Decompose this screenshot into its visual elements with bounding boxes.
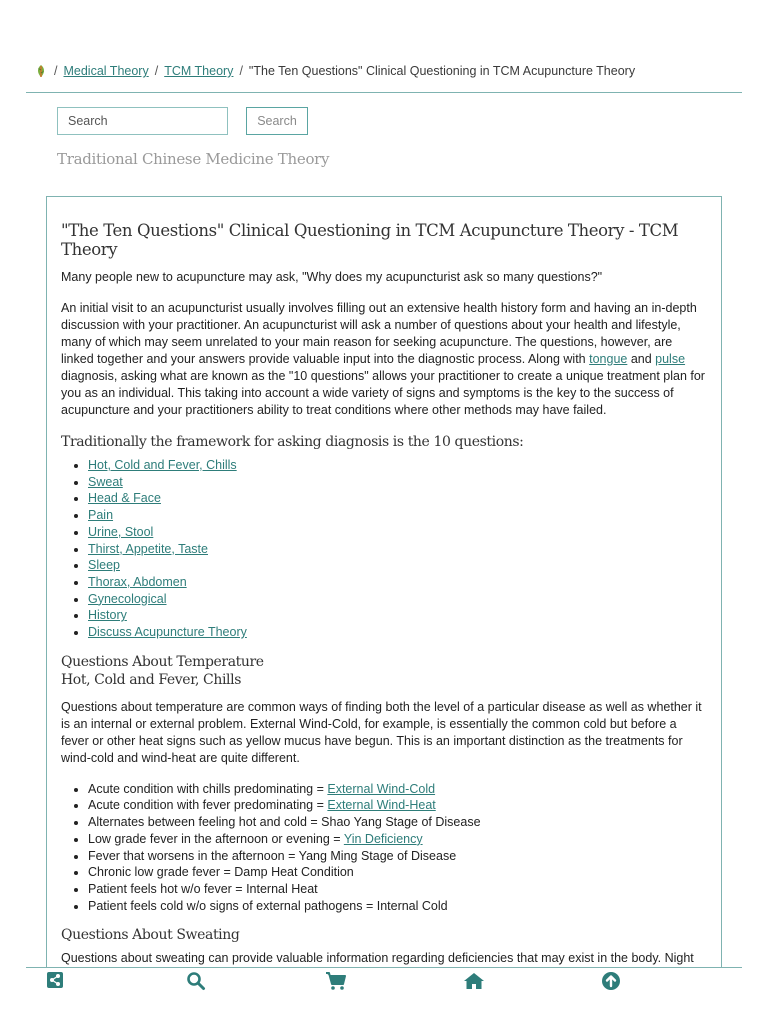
section-title: Traditional Chinese Medicine Theory [57, 150, 330, 168]
sweating-heading: Questions About Sweating [61, 927, 240, 944]
list-item [88, 457, 707, 474]
list-item: • Alternates between feeling hot and cold = Shao Yang Stage of Disease [88, 814, 707, 831]
arrow-up-icon[interactable] [601, 971, 621, 991]
yin-deficiency-link[interactable]: Yin Deficiency [343, 831, 423, 846]
breadcrumb-medical-theory[interactable]: Medical Theory [63, 64, 149, 78]
list-item: • Patient feels hot w/o fever = Internal Heat [88, 881, 707, 898]
breadcrumb [34, 64, 734, 78]
wind-cold-link[interactable]: External Wind-Cold [327, 781, 436, 796]
framework-heading: Traditionally the framework for asking diagnosis is the 10 questions: [61, 434, 524, 450]
breadcrumb-current: "The Ten Questions" Clinical Questioning in TCM Acupuncture Theory [248, 64, 636, 78]
breadcrumb-separator: / [54, 64, 58, 78]
list-item [88, 624, 707, 641]
list-item: • Low grade fever in the afternoon or evening = Yin Deficiency [88, 831, 707, 848]
overview-paragraph: An initial visit to an acupuncturist usually involves filling out an extensive health history form and having an in-depth discussion with your practitioner. An acupuncturist will ask a number of questions about your health and lifestyle, many of which may seem unrelated to your main reason for seeking acupuncture. The questions, however, are linked together and your answers provide valuable input into the diagnostic process. Along with tongue and pulse diagnosis, asking what are known as the "10 questions" allows your practitioner to create a unique treatment plan for you as an individual. This taking into account a wide variety of signs and symptoms is the key to the success of acupuncture and your practitioners ability to treat conditions where other methods may have failed. [61, 301, 705, 417]
breadcrumb-separator: / [239, 64, 243, 78]
pulse-link[interactable]: pulse [655, 352, 686, 366]
header-divider [26, 92, 742, 93]
list-item [88, 524, 707, 541]
question-link[interactable]: History [88, 608, 127, 623]
list-item [88, 591, 707, 608]
list-item [88, 557, 707, 574]
list-item [88, 507, 707, 524]
question-link[interactable]: Sleep [88, 558, 120, 573]
list-item [88, 490, 707, 507]
question-link[interactable]: Pain [88, 508, 114, 523]
search-input[interactable] [57, 107, 228, 135]
list-item [88, 574, 707, 591]
share-icon[interactable] [46, 971, 66, 991]
search-button[interactable]: Search [246, 107, 308, 135]
breadcrumb-tcm-theory[interactable]: TCM Theory [164, 64, 234, 78]
list-item: • Patient feels cold w/o signs of external pathogens = Internal Cold [88, 898, 707, 915]
article-title: "The Ten Questions" Clinical Questioning in TCM Acupuncture Theory - TCM Theory [61, 221, 679, 259]
bottom-toolbar [26, 967, 742, 998]
list-item: • Acute condition with fever predominating = External Wind-Heat [88, 797, 707, 814]
intro-paragraph: Many people new to acupuncture may ask, "Why does my acupuncturist ask so many questions?" [61, 270, 603, 284]
question-link[interactable]: Head & Face [88, 491, 161, 506]
tongue-link[interactable]: tongue [589, 352, 628, 366]
list-item: • Fever that worsens in the afternoon = Yang Ming Stage of Disease [88, 848, 707, 865]
question-link[interactable]: Gynecological [88, 591, 167, 606]
wind-heat-link[interactable]: External Wind-Heat [327, 798, 436, 813]
question-link[interactable]: Urine, Stool [88, 524, 154, 539]
question-link[interactable]: Sweat [88, 474, 123, 489]
article-card [46, 196, 722, 986]
temperature-list [61, 781, 707, 915]
list-item [88, 474, 707, 491]
home-leaf-icon[interactable] [34, 64, 48, 78]
search-icon[interactable] [186, 971, 206, 991]
question-link[interactable]: Thorax, Abdomen [88, 574, 187, 589]
temperature-heading: Questions About Temperature [61, 653, 264, 670]
list-item [88, 541, 707, 558]
list-item: • Chronic low grade fever = Damp Heat Condition [88, 864, 707, 881]
list-item: • Acute condition with chills predominating = External Wind-Cold [88, 781, 707, 798]
temperature-paragraph: Questions about temperature are common ways of finding both the level of a particular disease as well as whether it is an internal or external problem. External Wind-Cold, for example, is essentially the common cold but before a fever or other heat signs such as yellow mucus have begun. This is an important distinction as the treatments for wind-cold and wind-heat are quite different. [61, 699, 702, 765]
cart-icon[interactable] [325, 971, 345, 991]
breadcrumb-separator: / [154, 64, 159, 78]
ten-questions-list [61, 457, 707, 641]
question-link[interactable]: Thirst, Appetite, Taste [88, 541, 208, 556]
home-icon[interactable] [463, 971, 483, 991]
sweating-paragraph: Questions about sweating can provide valuable information regarding deficiencies that may exist in the body. Night [61, 951, 694, 966]
question-link[interactable]: Hot, Cold and Fever, Chills [88, 458, 237, 472]
list-item [88, 607, 707, 624]
temperature-subheading: Hot, Cold and Fever, Chills [61, 671, 241, 688]
question-link[interactable]: Discuss Acupuncture Theory [88, 625, 247, 640]
